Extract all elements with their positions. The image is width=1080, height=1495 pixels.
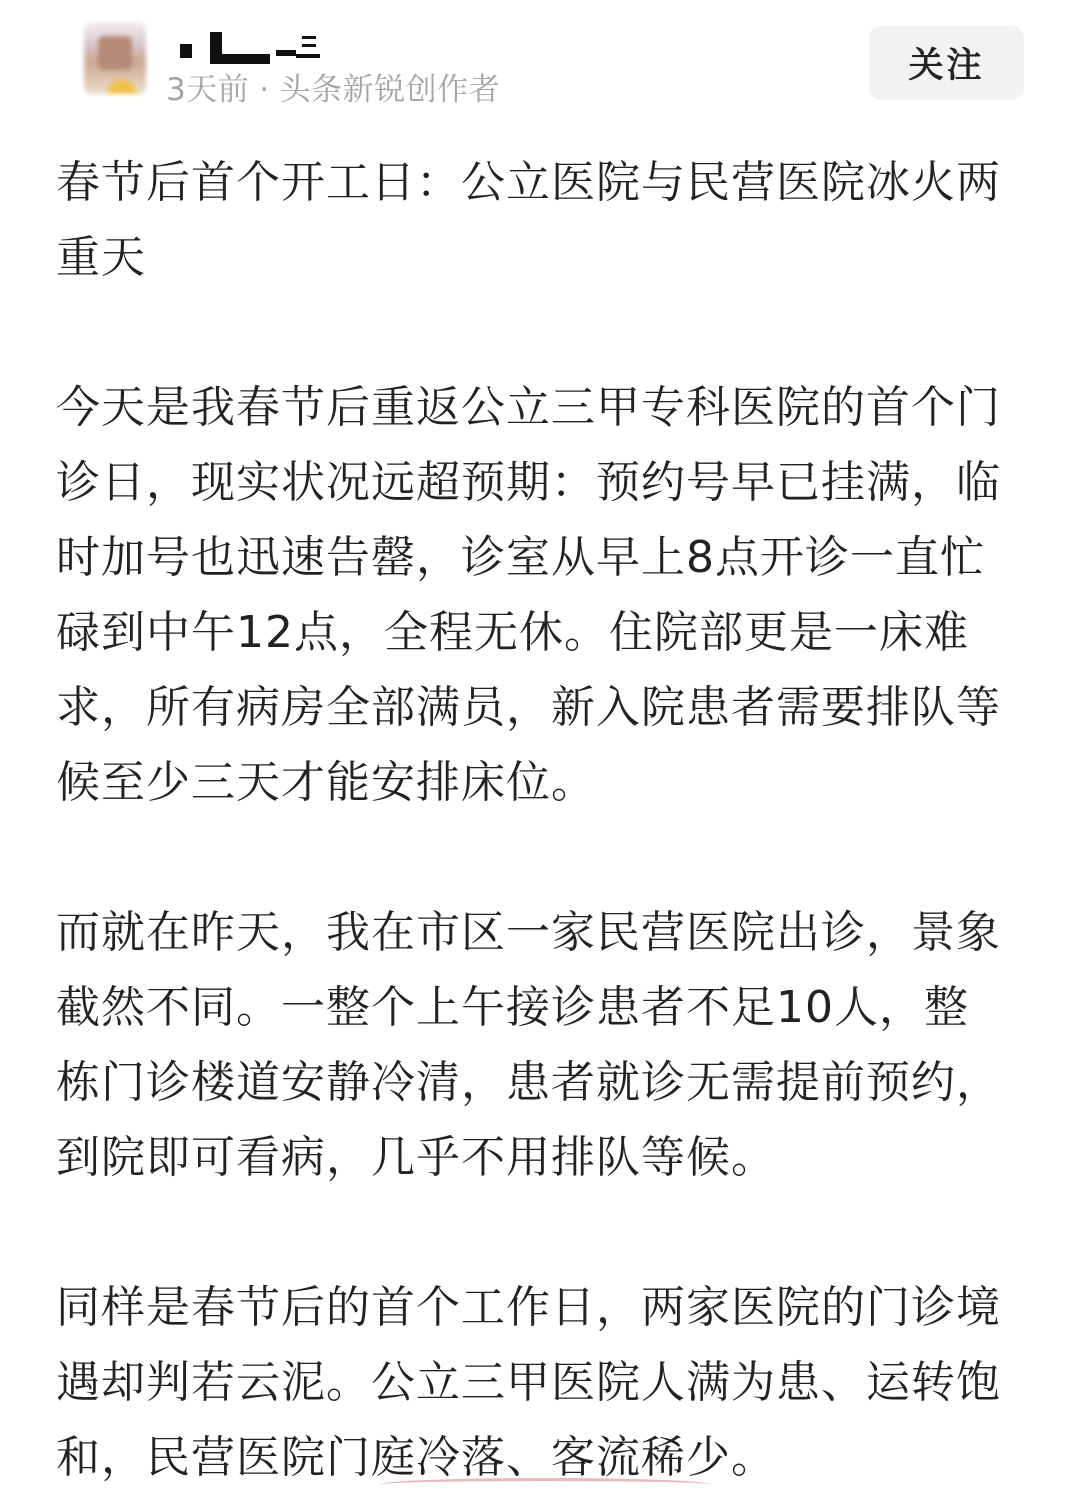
author-avatar[interactable] bbox=[84, 22, 146, 94]
creator-badge-icon bbox=[108, 80, 136, 94]
avatar-face bbox=[98, 36, 132, 70]
author-tag: 头条新锐创作者 bbox=[279, 72, 501, 108]
post-paragraph-2: 而就在昨天，我在市区一家民营医院出诊，景象截然不同。一整个上午接诊患者不足10人，整栋门诊楼道安静冷清，患者就诊无需提前预约，到院即可看病，几乎不用排队等候。 bbox=[56, 907, 1001, 1183]
author-name-redacted[interactable] bbox=[166, 30, 326, 66]
post-title: 春节后首个开工日：公立医院与民营医院冰火两重天 bbox=[56, 157, 1001, 283]
post-meta bbox=[166, 68, 500, 112]
follow-button[interactable]: 关注 bbox=[869, 26, 1024, 100]
post-paragraph-1: 今天是我春节后重返公立三甲专科医院的首个门诊日，现实状况远超预期：预约号早已挂满，临时加号也迅速告罄，诊室从早上8点开诊一直忙碌到中午12点，全程无休。住院部更是一床难求，所有病房全部满员，新入院患者需要排队等候至少三天才能安排床位。 bbox=[56, 382, 1001, 808]
meta-separator: · bbox=[259, 72, 270, 108]
post-body bbox=[56, 145, 1002, 1495]
post-time: 3天前 bbox=[166, 72, 250, 108]
post-paragraph-3: 同样是春节后的首个工作日，两家医院的门诊境遇却判若云泥。公立三甲医院人满为患、运转饱和，民营医院门庭冷落、客流稀少。 bbox=[56, 1282, 1001, 1483]
post-header bbox=[0, 0, 1080, 120]
